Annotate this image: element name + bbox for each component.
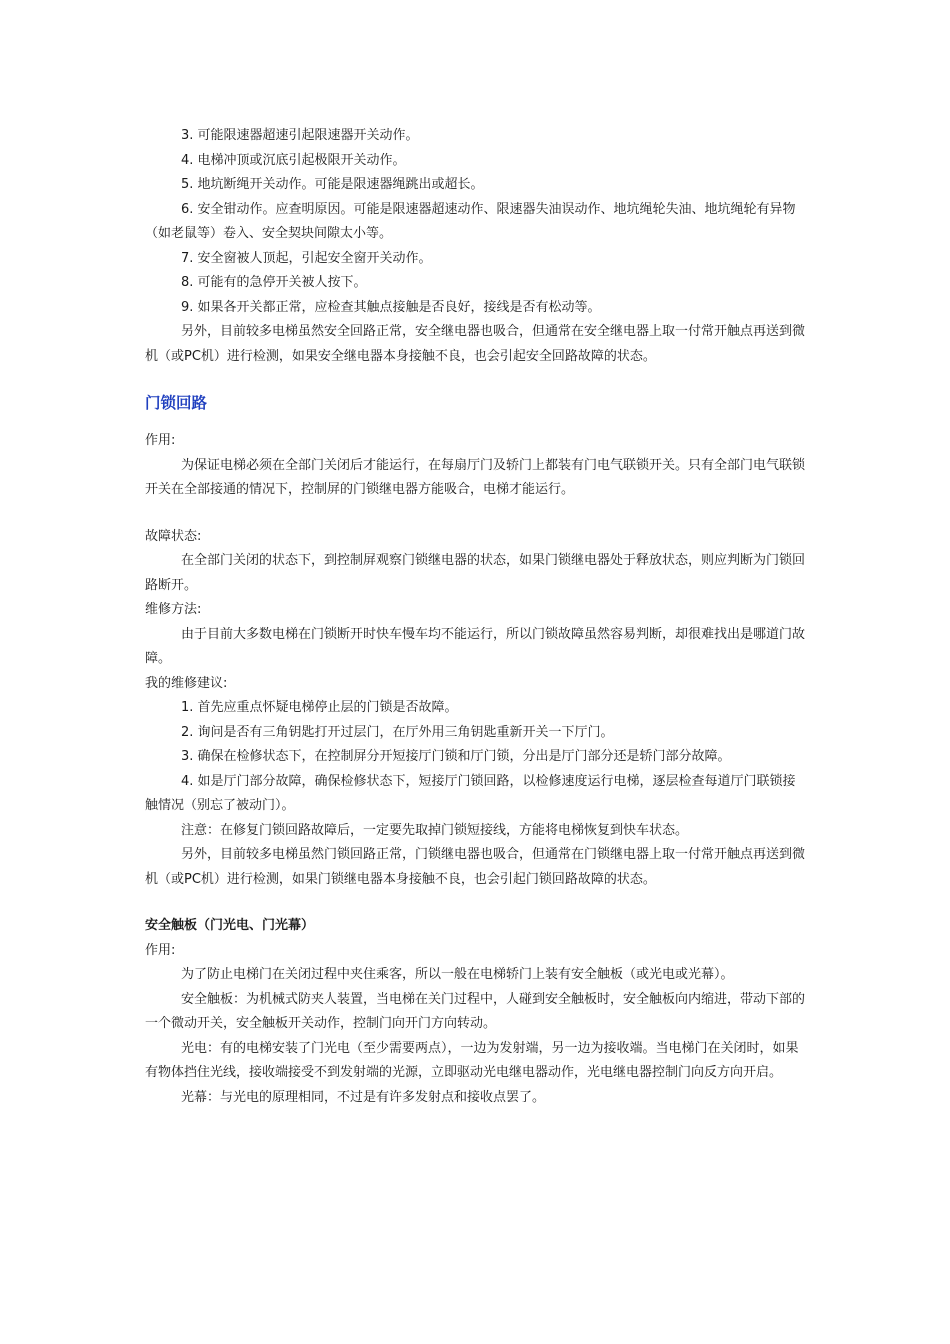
function-label: 作用: (145, 942, 176, 958)
door-lock-section (145, 391, 807, 892)
section-heading: 安全触板（门光电、门光幕） (145, 918, 315, 933)
intro-list (145, 124, 807, 369)
paragraph: 为保证电梯必须在全部门关闭后才能运行，在每扇厅门及轿门上都装有门电气联锁开关。只有全部门电气联锁开关在全部接通的情况下，控制屏的门锁继电器方能吸合，电梯才能运行。 (145, 457, 806, 497)
section-heading: 门锁回路 (145, 394, 208, 412)
list-item: 5. 地坑断绳开关动作。可能是限速器绳跳出或超长。 (181, 177, 484, 192)
safety-edge-section (145, 914, 807, 1110)
list-item: 4. 如是厅门部分故障，确保检修状态下，短接厅门锁回路，以检修速度运行电梯，逐层检查每道厅门联锁接触情况（别忘了被动门）。 (145, 773, 796, 813)
paragraph: 光电：有的电梯安装了门光电（至少需要两点），一边为发射端，另一边为接收端。当电梯门在关闭时，如果有物体挡住光线，接收端接受不到发射端的光源，立即驱动光电继电器动作，光电继电器控制门向反方向开启。 (145, 1040, 799, 1080)
paragraph: 光幕：与光电的原理相同，不过是有许多发射点和接收点罢了。 (181, 1089, 546, 1105)
paragraph: 另外，目前较多电梯虽然安全回路正常，安全继电器也吸合，但通常在安全继电器上取一付常开触点再送到微机（或PC机）进行检测，如果安全继电器本身接触不良，也会引起安全回路故障的状态。 (145, 324, 806, 364)
list-item: 4. 电梯冲顶或沉底引起极限开关动作。 (181, 152, 406, 168)
fault-label: 故障状态: (145, 528, 202, 544)
list-item: 2. 询问是否有三角钥匙打开过层门，在厅外用三角钥匙重新开关一下厅门。 (181, 724, 614, 740)
list-item: 8. 可能有的急停开关被人按下。 (181, 275, 367, 290)
paragraph: 由于目前大多数电梯在门锁断开时快车慢车均不能运行，所以门锁故障虽然容易判断，却很难找出是哪道门故障。 (145, 626, 806, 666)
list-item: 1. 首先应重点怀疑电梯停止层的门锁是否故障。 (181, 700, 458, 715)
list-item: 3. 可能限速器超速引起限速器开关动作。 (181, 128, 419, 143)
list-item: 3. 确保在检修状态下，在控制屏分开短接厅门锁和厅门锁，分出是厅门部分还是轿门部分故障。 (181, 749, 731, 764)
list-item: 9. 如果各开关都正常，应检查其触点接触是否良好，接线是否有松动等。 (181, 299, 601, 315)
paragraph: 另外，目前较多电梯虽然门锁回路正常，门锁继电器也吸合，但通常在门锁继电器上取一付常开触点再送到微机（或PC机）进行检测，如果门锁继电器本身接触不良，也会引起门锁回路故障的状态。 (145, 847, 806, 887)
advice-label: 我的维修建议: (145, 675, 228, 691)
paragraph: 在全部门关闭的状态下，到控制屏观察门锁继电器的状态，如果门锁继电器处于释放状态，则应判断为门锁回路断开。 (145, 553, 806, 593)
paragraph: 安全触板：为机械式防夹人装置，当电梯在关门过程中，人碰到安全触板时，安全触板向内缩进，带动下部的一个微动开关，安全触板开关动作，控制门向开门方向转动。 (145, 991, 806, 1031)
list-item: 6. 安全钳动作。应查明原因。可能是限速器超速动作、限速器失油误动作、地坑绳轮失油、地坑绳轮有异物（如老鼠等）卷入、安全契块间隙太小等。 (145, 201, 796, 241)
note: 注意：在修复门锁回路故障后，一定要先取掉门锁短接线，方能将电梯恢复到快车状态。 (181, 822, 689, 838)
repair-label: 维修方法: (145, 602, 202, 617)
document-page (145, 124, 807, 1110)
function-label: 作用: (145, 433, 176, 448)
paragraph: 为了防止电梯门在关闭过程中夹住乘客，所以一般在电梯轿门上装有安全触板（或光电或光幕）。 (181, 967, 734, 982)
list-item: 7. 安全窗被人顶起，引起安全窗开关动作。 (181, 250, 432, 266)
